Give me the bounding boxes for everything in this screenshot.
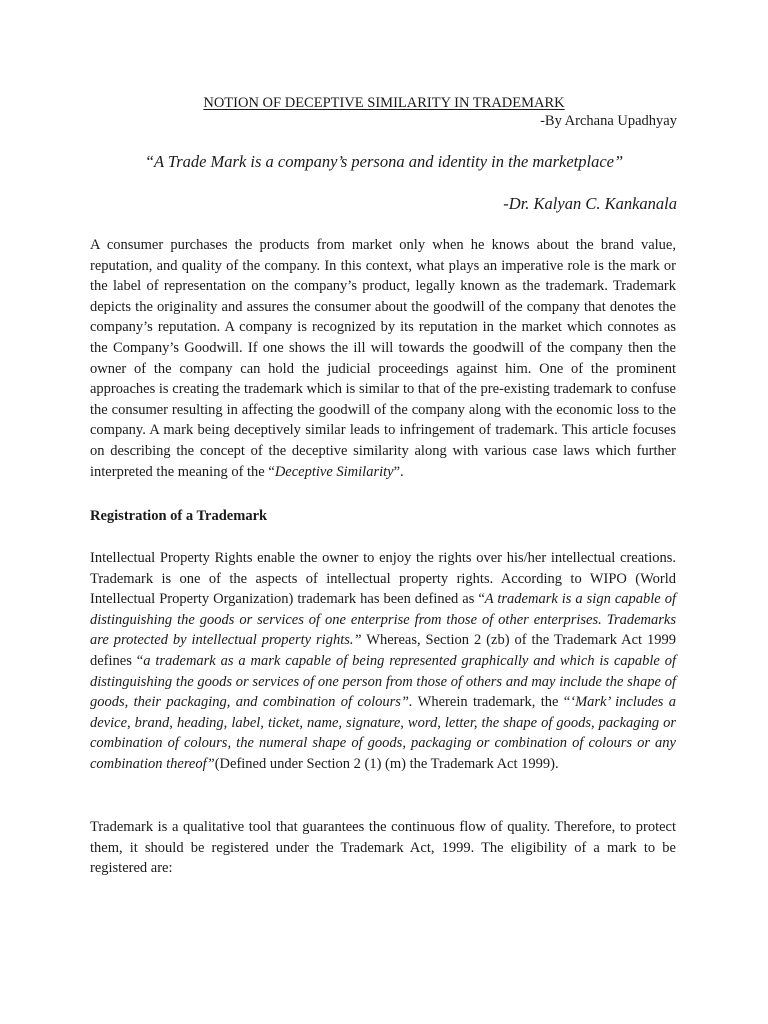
intro-text: A consumer purchases the products from market only when he knows about the brand value, reputation, and quality of the company. In this context, what plays an imperative role is the mark or the label of representation on the company’s product, legally known as the trademark. Trademark depicts the originality and assures the consumer about the goodwill of the company that denotes the company’s reputation. A company is recognized by its reputation in the market which connotes as the Company’s Goodwill. If one shows the ill will towards the goodwill of the company then the owner of the company can hold the judicial proceedings against him. One of the prominent approaches is creating the trademark which is similar to that of the pre-existing trademark to confuse the consumer resulting in affecting the goodwill of the company along with the economic loss to the company. A mark being deceptively similar leads to infringement of trademark. This article focuses on describing the concept of the deceptive similarity along with various case laws which further interpreted the meaning of the “ [90,237,676,480]
intro-tail: ”. [393,463,404,480]
eligibility-paragraph: Trademark is a qualitative tool that guarantees the continuous flow of quality. Therefore, to protect them, it should be registered under the Trademark Act, 1999. The eligibility of a mark to be registered are: [90,819,676,877]
intro-emphasis: Deceptive Similarity [274,463,394,480]
epigraph-author: -Dr. Kalyan C. Kankanala [503,194,677,213]
registration-text-1: Intellectual Property Rights enable the owner to enjoy the rights over his/her intellectual creations. Trademark is one of the aspects of intellectual property rights. According to WIPO (World Intellectual Property Organization) trademark has been defined as “ [90,550,676,608]
intro-paragraph [90,235,676,482]
registration-text-4: (Defined under Section 2 (1) (m) the Trademark Act 1999). [214,755,559,772]
registration-text-3: Wherein trademark, the “ [412,694,571,711]
section-heading: Registration of a Trademark [90,508,268,524]
epigraph-quote: “A Trade Mark is a company’s persona and identity in the marketplace” [144,152,624,171]
author-byline: -By Archana Upadhyay [540,113,677,129]
mark-definition: ‘Mark’ includes a device, brand, heading, label, ticket, name, signature, word, letter, the shape of goods, packaging or combination of colours, the numeral shape of goods, packaging or combination of colours or any combination thereof” [90,694,677,772]
document-title [0,94,768,112]
registration-paragraph [90,548,676,775]
act-definition: a trademark as a mark capable of being represented graphically and which is capable of distinguishing the goods or services of one person from those of others and may include the shape of goods, their packaging, and combination of colours”. [90,652,677,711]
registration-text-2: Whereas, Section 2 (zb) of the Trademark Act 1999 defines “ [90,632,676,669]
document-title-text: NOTION OF DECEPTIVE SIMILARITY IN TRADEMARK [203,95,565,111]
wipo-definition: A trademark is a sign capable of distinguishing the goods or services of one enterprise from those of other enterprises. Trademarks are protected by intellectual property rights.” [90,591,676,649]
